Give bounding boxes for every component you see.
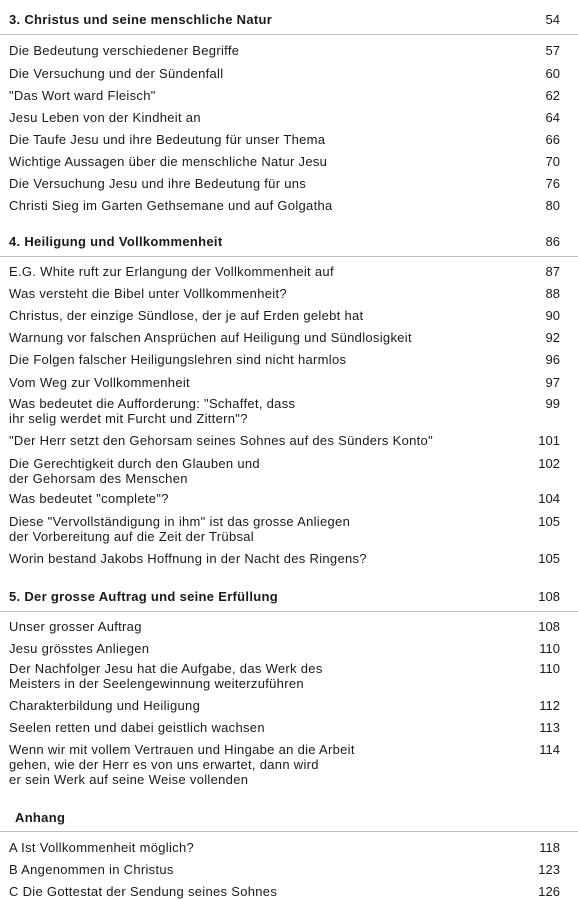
- page-number: 110: [539, 641, 560, 656]
- toc-entry-text: Charakterbildung und Heiligung: [9, 698, 201, 713]
- toc-entry-text: B Angenommen in Christus: [9, 862, 174, 877]
- toc-entry-text: Die Folgen falscher Heiligungslehren sind nicht harmlos: [9, 352, 347, 367]
- page-number: 97: [545, 375, 560, 390]
- page-number: 108: [538, 589, 560, 604]
- divider: [0, 831, 578, 832]
- toc-entry-text-continued: gehen, wie der Herr es von uns erwartet, dann wird: [9, 757, 319, 772]
- toc-entry-text: Die Taufe Jesu und ihre Bedeutung für unser Thema: [9, 132, 326, 147]
- page-number: 104: [538, 491, 560, 506]
- toc-entry-text: Wichtige Aussagen über die menschliche Natur Jesu: [9, 154, 328, 169]
- toc-entry-text: Die Gerechtigkeit durch den Glauben und: [9, 456, 260, 471]
- page-number: 57: [545, 43, 560, 58]
- toc-entry-text-continued: er sein Werk auf seine Weise vollenden: [9, 772, 249, 787]
- page-number: 108: [538, 619, 560, 634]
- page-number: 66: [545, 132, 560, 147]
- toc-entry-text: Christi Sieg im Garten Gethsemane und auf Golgatha: [9, 198, 333, 213]
- toc-entry-text: Wenn wir mit vollem Vertrauen und Hingabe an die Arbeit: [9, 742, 355, 757]
- toc-entry-text: Seelen retten und dabei geistlich wachsen: [9, 720, 265, 735]
- page-number: 70: [545, 154, 560, 169]
- toc-entry-text: Die Versuchung Jesu und ihre Bedeutung für uns: [9, 176, 307, 191]
- toc-entry-text: Was bedeutet "complete"?: [9, 491, 169, 506]
- toc-entry-text: Diese "Vervollständigung in ihm" ist das grosse Anliegen: [9, 514, 351, 529]
- toc-entry-text-continued: ihr selig werdet mit Furcht und Zittern"?: [9, 411, 248, 426]
- page-number: 80: [545, 198, 560, 213]
- toc-entry-text-continued: der Gehorsam des Menschen: [9, 471, 188, 486]
- page-number: 60: [545, 66, 560, 81]
- page-number: 54: [545, 12, 560, 27]
- page-number: 110: [539, 661, 560, 676]
- toc-entry-text: "Der Herr setzt den Gehorsam seines Sohnes auf des Sünders Konto": [9, 433, 433, 448]
- section-title: 5. Der grosse Auftrag und seine Erfüllung: [9, 589, 278, 604]
- page-number: 105: [538, 514, 560, 529]
- page-number: 112: [539, 698, 560, 713]
- divider: [0, 34, 578, 35]
- toc-entry-text-continued: Meisters in der Seelengewinnung weiterzuführen: [9, 676, 304, 691]
- divider: [0, 611, 578, 612]
- page-number: 123: [538, 862, 560, 877]
- toc-entry-text: "Das Wort ward Fleisch": [9, 88, 156, 103]
- toc-entry-text: Die Versuchung und der Sündenfall: [9, 66, 224, 81]
- section-title: 3. Christus und seine menschliche Natur: [9, 12, 273, 27]
- toc-entry-text: Jesu grösstes Anliegen: [9, 641, 150, 656]
- page-number: 101: [538, 433, 560, 448]
- page-number: 76: [545, 176, 560, 191]
- page-number: 105: [538, 551, 560, 566]
- page-number: 62: [545, 88, 560, 103]
- page-number: 90: [545, 308, 560, 323]
- toc-entry-text: Unser grosser Auftrag: [9, 619, 142, 634]
- toc-entry-text: Warnung vor falschen Ansprüchen auf Heiligung und Sündlosigkeit: [9, 330, 412, 345]
- toc-entry-text: Jesu Leben von der Kindheit an: [9, 110, 201, 125]
- toc-entry-text: Christus, der einzige Sündlose, der je auf Erden gelebt hat: [9, 308, 364, 323]
- page-number: 96: [545, 352, 560, 367]
- page-number: 87: [545, 264, 560, 279]
- toc-entry-text-continued: der Vorbereitung auf die Zeit der Trübsal: [9, 529, 254, 544]
- toc-entry-text: C Die Gottestat der Sendung seines Sohnes: [9, 884, 278, 899]
- toc-entry-text: E.G. White ruft zur Erlangung der Vollkommenheit auf: [9, 264, 334, 279]
- divider: [0, 256, 578, 257]
- toc-entry-text: Vom Weg zur Vollkommenheit: [9, 375, 190, 390]
- page-number: 113: [539, 720, 560, 735]
- toc-entry-text: A Ist Vollkommenheit möglich?: [9, 840, 195, 855]
- page-number: 118: [539, 840, 560, 855]
- page-number: 99: [545, 396, 560, 411]
- section-title: 4. Heiligung und Vollkommenheit: [9, 234, 223, 249]
- toc-entry-text: Der Nachfolger Jesu hat die Aufgabe, das Werk des: [9, 661, 323, 676]
- page-number: 126: [538, 884, 560, 899]
- page-number: 88: [545, 286, 560, 301]
- toc-entry-text: Die Bedeutung verschiedener Begriffe: [9, 43, 240, 58]
- toc-entry-text: Was bedeutet die Aufforderung: "Schaffet, dass: [9, 396, 296, 411]
- page-number: 86: [545, 234, 560, 249]
- toc-entry-text: Was versteht die Bibel unter Vollkommenheit?: [9, 286, 287, 301]
- page-number: 114: [539, 742, 560, 757]
- page-number: 92: [545, 330, 560, 345]
- section-title: Anhang: [15, 810, 66, 825]
- page-number: 102: [538, 456, 560, 471]
- page-number: 64: [545, 110, 560, 125]
- toc-entry-text: Worin bestand Jakobs Hoffnung in der Nacht des Ringens?: [9, 551, 367, 566]
